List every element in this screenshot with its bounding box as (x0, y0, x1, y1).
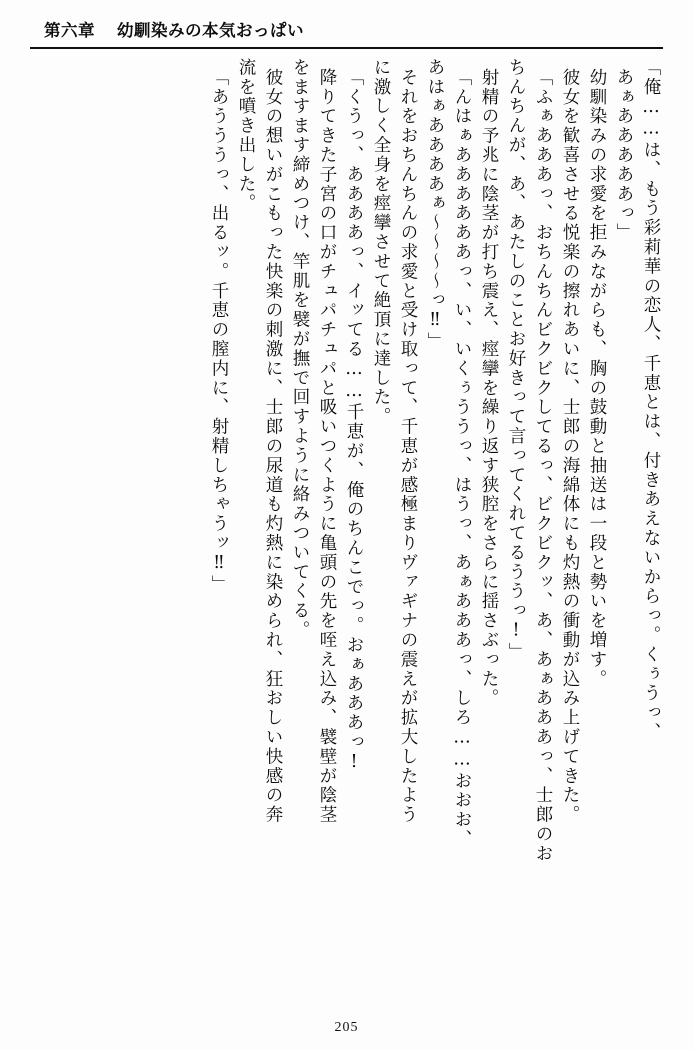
text-column: 彼女の想いがこもった快楽の刺激に、士郎の尿道も灼熱に染められ、狂おしい快感の奔 (263, 68, 283, 825)
text-column: に激しく全身を痙攣させて絶頂に達した。 (371, 58, 391, 427)
text-column: あぁあああああっ」 (614, 68, 634, 243)
body-text-columns (34, 58, 659, 1003)
text-column: 彼女を歓喜させる悦楽の擦れあいに、士郎の海綿体にも灼熱の衝動が込み上げてきた。 (560, 68, 580, 825)
header-divider (30, 47, 663, 49)
text-column: 「んはぁああああああっ、い、いくぅううっ、はうっ、あぁあああっ、しろ……おおお、 (452, 68, 472, 849)
text-column: 「ふぁあああっ、おちんちんビクビクしてるっ、ビクビクッ、あ、あぁあああっ、士郎のお (533, 68, 553, 864)
text-column: 「あうううっ、出るッ。千恵の膣内に、射精しちゃうッ‼」 (209, 68, 229, 595)
chapter-title: 幼馴染みの本気おっぱい (117, 21, 304, 40)
text-column: 流を噴き出した。 (236, 58, 256, 214)
page-number: 205 (334, 1020, 359, 1035)
text-column: 幼馴染みの求愛を拒みながらも、胸の鼓動と抽送は一段と勢いを増す。 (587, 68, 607, 689)
text-column: 「俺……は、もう彩莉華の恋人、千恵とは、付きあえないからっ。くぅうっ、 (641, 58, 661, 742)
text-column: 射精の予兆に陰茎が打ち震え、痙攣を繰り返す狭腔をさらに揺さぶった。 (479, 68, 499, 709)
text-column: 降りてきた子宮の口がチュパチュパと吸いつくように亀頭の先を咥え込み、襞壁が陰茎 (317, 68, 337, 825)
page-header (44, 14, 649, 44)
text-column: 「くうっ、ああああっ、イッてる……千恵が、俺のちんこでっ。おぁあああっ! (344, 68, 364, 774)
text-column: ちんちんが、あ、あたしのことお好きって言ってくれてるううっ!」 (506, 58, 526, 662)
text-column: それをおちんちんの求愛と受け取って、千恵が感極まりヴァギナの震えが拡大したよう (398, 68, 418, 825)
chapter-number: 第六章 (44, 21, 95, 40)
text-column: をますます締めつけ、竿肌を襞が撫で回すように絡みついてくる。 (290, 58, 310, 640)
text-column: あはぁああああぁ〜〜〜〜っ‼」 (425, 58, 445, 352)
